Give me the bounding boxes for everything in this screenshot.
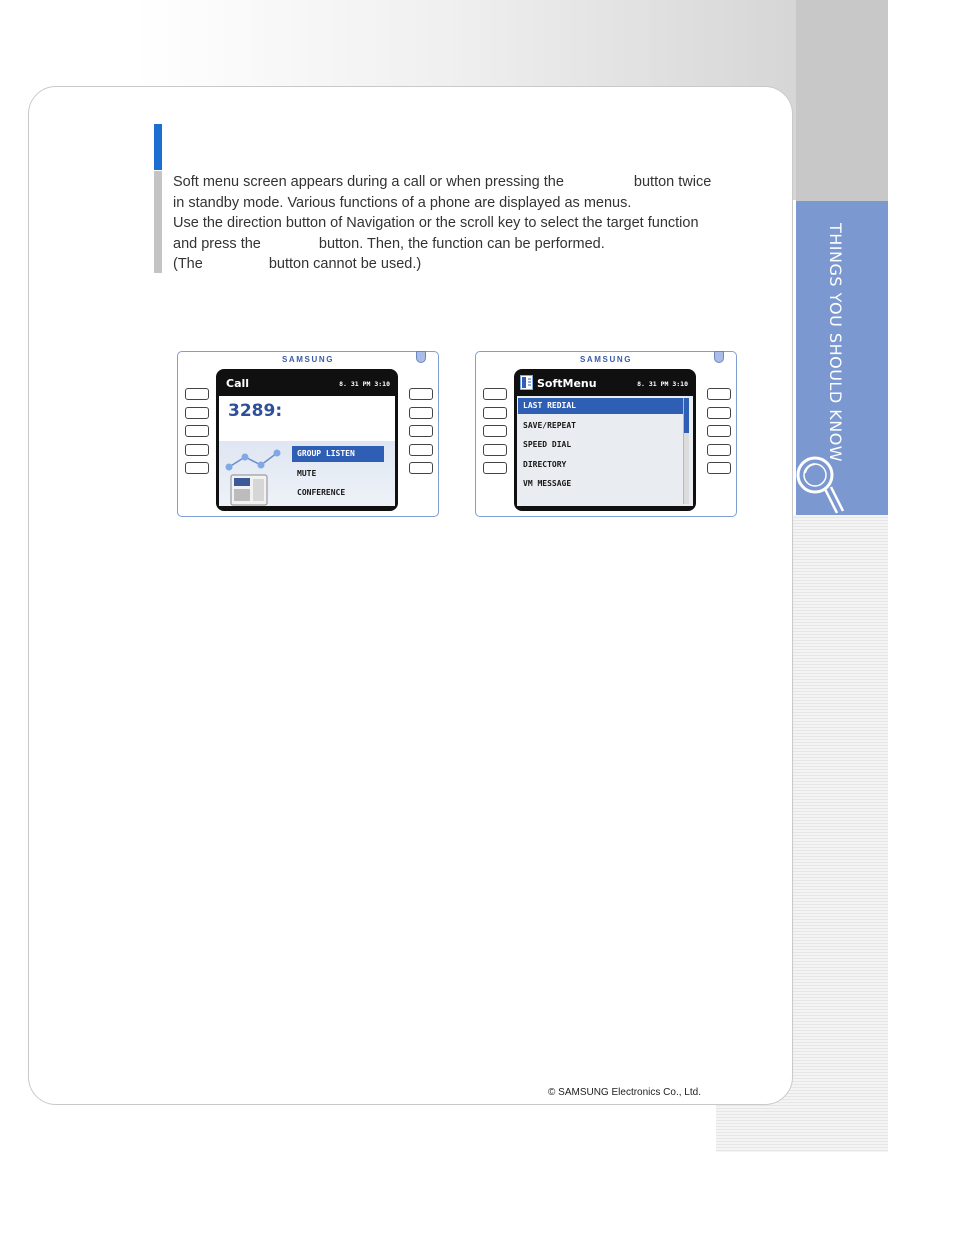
menu-scrollbar[interactable] [683,398,689,504]
lcd-screen [216,369,398,511]
soft-key[interactable] [707,444,731,456]
soft-key[interactable] [483,444,507,456]
phone-book-icon [520,375,533,390]
description-line-4: and press the button. Then, the function can be performed. [173,235,605,252]
led-indicator [714,351,724,363]
description-line-1: Soft menu screen appears during a call or when pressing the button twice [173,174,712,190]
description-line-2: in standby mode. Various functions of a phone are displayed as menus. [173,194,632,211]
screen-title: Call [226,377,250,390]
lcd-screen [514,369,696,511]
description-line-5: (The button cannot be used.) [173,256,422,272]
network-phone-icon [223,443,293,507]
right-soft-keys [707,388,731,481]
brand-logo: SAMSUNG [579,355,633,364]
soft-key[interactable] [409,388,433,400]
menu-item-mute[interactable]: MUTE [297,468,317,478]
menu-item-directory[interactable]: DIRECTORY [523,459,567,469]
soft-key[interactable] [483,425,507,437]
soft-key[interactable] [185,388,209,400]
magnifier-icon [796,451,851,515]
softmenu-list [517,396,693,506]
menu-item-conference[interactable]: CONFERENCE [297,488,346,497]
soft-key[interactable] [483,388,507,400]
phone-softmenu-screen [475,351,737,517]
soft-key[interactable] [409,444,433,456]
dialed-number: 3289: [228,401,283,421]
menu-item-save-repeat[interactable]: SAVE/REPEAT [523,420,576,430]
description-line-3: Use the direction button of Navigation or the scroll key to select the target function [173,215,699,231]
left-soft-keys [483,388,507,481]
soft-key[interactable] [707,407,731,419]
soft-key[interactable] [409,425,433,437]
screen-title: SoftMenu [537,377,597,390]
soft-key[interactable] [483,407,507,419]
menu-item-last-redial[interactable]: LAST REDIAL [518,398,686,414]
screen-body [219,396,395,506]
led-indicator [416,351,426,363]
section-marker [154,124,162,170]
soft-key[interactable] [409,407,433,419]
soft-key[interactable] [185,425,209,437]
section-side-tab[interactable] [796,201,888,515]
screen-time: 8. 31 PM 3:10 [637,380,688,388]
screen-header [216,369,398,396]
phone-call-screen [177,351,439,517]
soft-key[interactable] [707,462,731,474]
copyright-footer: © SAMSUNG Electronics Co., Ltd. [548,1087,701,1098]
left-soft-keys [185,388,209,481]
screen-time: 8. 31 PM 3:10 [339,380,390,388]
right-soft-keys [409,388,433,481]
menu-item-speed-dial[interactable]: SPEED DIAL [523,440,572,449]
soft-key[interactable] [185,462,209,474]
soft-key[interactable] [185,407,209,419]
side-tab-label: THINGS YOU SHOULD KNOW [826,223,845,463]
soft-key[interactable] [409,462,433,474]
brand-logo: SAMSUNG [281,355,335,364]
soft-key[interactable] [185,444,209,456]
soft-key[interactable] [707,388,731,400]
text-marker [154,171,162,273]
description-text [173,172,753,275]
menu-item-vm-message[interactable]: VM MESSAGE [523,479,572,488]
screen-header [514,369,696,396]
soft-key[interactable] [707,425,731,437]
menu-item-group-listen[interactable]: GROUP LISTEN [292,446,384,462]
scrollbar-thumb[interactable] [684,398,689,433]
soft-key[interactable] [483,462,507,474]
call-menu-panel [219,441,395,506]
